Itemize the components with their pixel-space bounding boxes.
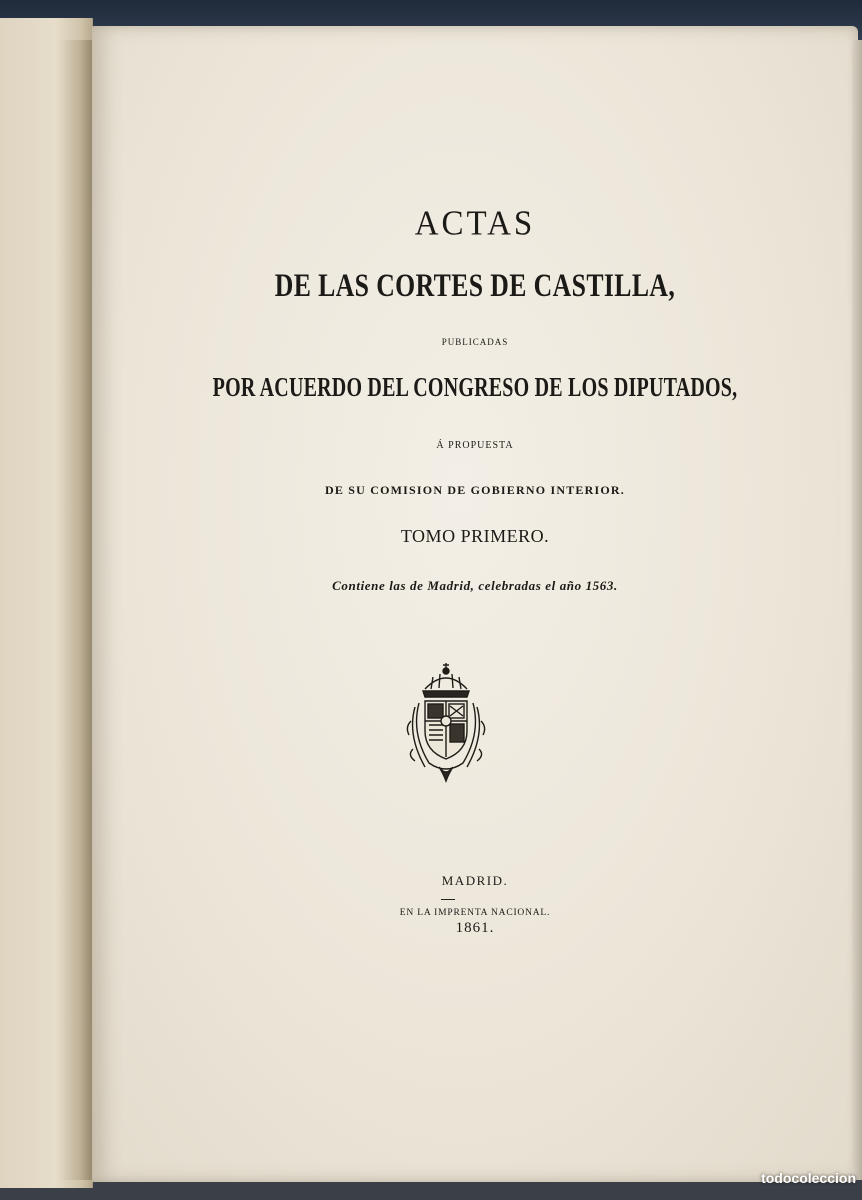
contents-line: Contiene las de Madrid, celebradas el año 1563. xyxy=(332,578,618,593)
title-cortes: DE LAS CORTES DE CASTILLA, xyxy=(274,268,676,304)
year-label: 1861. xyxy=(455,920,495,936)
place-label: MADRID. xyxy=(441,873,509,888)
propuesta-line: Á PROPUESTA xyxy=(436,440,514,451)
title-page xyxy=(92,26,858,1182)
royal-coat-of-arms-icon xyxy=(403,663,489,785)
title-actas: ACTAS xyxy=(414,205,536,243)
comision-line: DE SU COMISION DE GOBIERNO INTERIOR. xyxy=(325,483,625,497)
gutter-shadow xyxy=(58,40,92,1180)
watermark-logo: todocoleccion xyxy=(761,1170,856,1186)
acuerdo-line: POR ACUERDO DEL CONGRESO DE LOS DIPUTADOS, xyxy=(212,372,738,402)
volume-label: TOMO PRIMERO. xyxy=(400,526,550,546)
published-label: PUBLICADAS xyxy=(441,337,509,347)
printer-label: EN LA IMPRENTA NACIONAL. xyxy=(399,908,551,918)
divider xyxy=(441,899,455,900)
